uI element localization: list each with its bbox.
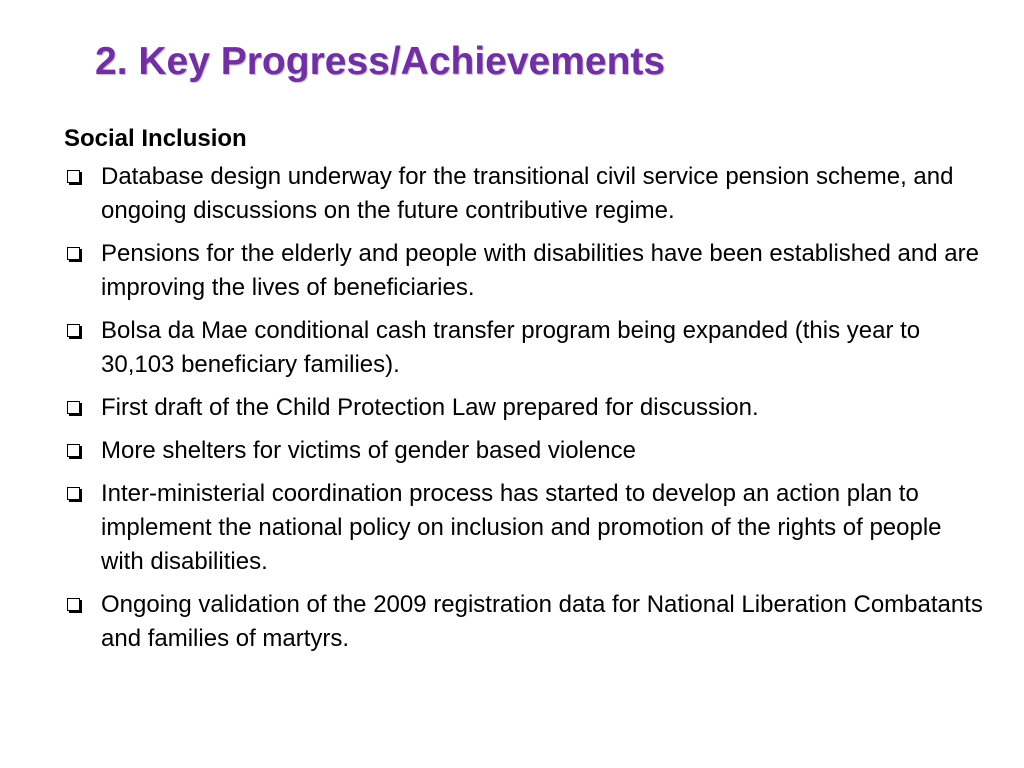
list-item-text: More shelters for victims of gender based violence	[101, 437, 636, 464]
list-item	[64, 237, 984, 305]
checkbox-square-icon	[67, 324, 80, 337]
slide-title: 2. Key Progress/Achievements	[95, 40, 666, 83]
list-item-text: Bolsa da Mae conditional cash transfer program being expanded (this year to 30,103 beneficiary families).	[101, 317, 921, 378]
list-item-text: Pensions for the elderly and people with disabilities have been established and are improving the lives of beneficiaries.	[101, 240, 979, 301]
list-item	[64, 314, 984, 382]
list-item	[64, 391, 984, 425]
list-item-text: Database design underway for the transitional civil service pension scheme, and ongoing discussions on the future contributive regime.	[101, 163, 954, 224]
checkbox-square-icon	[67, 247, 80, 260]
checkbox-square-icon	[67, 401, 80, 414]
list-item-text: Inter-ministerial coordination process has started to develop an action plan to implement the national policy on inclusion and promotion of the rights of people with disabilities.	[101, 480, 942, 575]
list-item	[64, 160, 984, 228]
list-item-text: Ongoing validation of the 2009 registration data for National Liberation Combatants and families of martyrs.	[101, 591, 983, 652]
list-item-text: First draft of the Child Protection Law prepared for discussion.	[101, 394, 759, 421]
slide-content	[64, 122, 984, 665]
bullet-list	[64, 160, 984, 656]
list-item	[64, 477, 984, 579]
checkbox-square-icon	[67, 170, 80, 183]
section-heading: Social Inclusion	[64, 125, 247, 152]
list-item	[64, 588, 984, 656]
checkbox-square-icon	[67, 598, 80, 611]
list-item	[64, 434, 984, 468]
checkbox-square-icon	[67, 444, 80, 457]
checkbox-square-icon	[67, 487, 80, 500]
